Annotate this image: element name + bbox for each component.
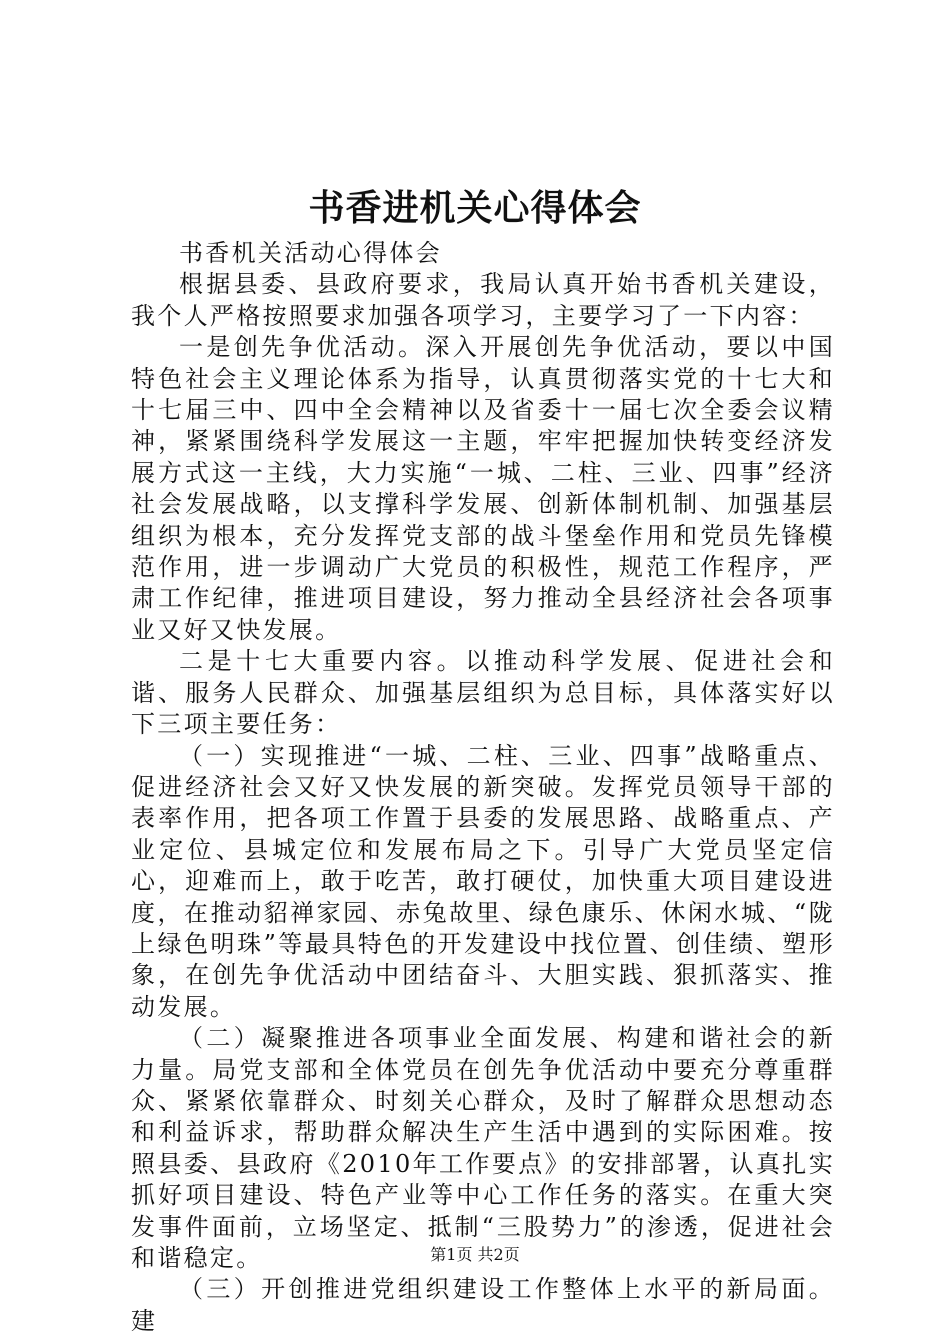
document-body xyxy=(131,238,835,1337)
paragraph-subtitle: 书香机关活动心得体会 xyxy=(179,239,442,267)
paragraph-task-three: （三）开创推进党组织建设工作整体上水平的新局面。建 xyxy=(131,1275,835,1335)
paragraph-task-two: （二）凝聚推进各项事业全面发展、构建和谐社会的新力量。局党支部和全体党员在创先争优活动中要充分尊重群众、紧紧依靠群众、时刻关心群众，及时了解群众思想动态和利益诉求，帮助群众解决生产生活中遇到的实际困难。按照县委、县政府《2010年工作要点》的安排部署，认真扎实抓好项目建设、特色产业等中心工作任务的落实。在重大突发事件面前，立场坚定、抵制“三股势力”的渗透，促进社会和谐稳定。 xyxy=(131,1024,835,1272)
paragraph-point-one: 一是创先争优活动。深入开展创先争优活动，要以中国特色社会主义理论体系为指导，认真贯彻落实党的十七大和十七届三中、四中全会精神以及省委十一届七次全委会议精神，紧紧围绕科学发展这一主题，牢牢把握加快转变经济发展方式这一主线，大力实施“一城、二柱、三业、四事”经济社会发展战略，以支撑科学发展、创新体制机制、加强基层组织为根本，充分发挥党支部的战斗堡垒作用和党员先锋模范作用，进一步调动广大党员的积极性，规范工作程序，严肃工作纪律，推进项目建设，努力推动全县经济社会各项事业又好又快发展。 xyxy=(131,333,835,644)
paragraph-point-two: 二是十七大重要内容。以推动科学发展、促进社会和谐、服务人民群众、加强基层组织为总目标，具体落实好以下三项主要任务： xyxy=(131,647,835,739)
paragraph-intro: 根据县委、县政府要求，我局认真开始书香机关建设，我个人严格按照要求加强各项学习，主要学习了一下内容： xyxy=(131,270,835,330)
page-footer: 第1页 共2页 xyxy=(430,1245,520,1264)
document-title: 书香进机关心得体会 xyxy=(308,187,642,229)
paragraph-task-one: （一）实现推进“一城、二柱、三业、四事”战略重点、促进经济社会又好又快发展的新突破。发挥党员领导干部的表率作用，把各项工作置于县委的发展思路、战略重点、产业定位、县城定位和发展布局之下。引导广大党员坚定信心，迎难而上，敢于吃苦，敢打硬仗，加快重大项目建设进度，在推动貂禅家园、赤兔故里、绿色康乐、休闲水城、“陇上绿色明珠”等最具特色的开发建设中找位置、创佳绩、塑形象，在创先争优活动中团结奋斗、大胆实践、狠抓落实、推动发展。 xyxy=(131,741,835,1021)
